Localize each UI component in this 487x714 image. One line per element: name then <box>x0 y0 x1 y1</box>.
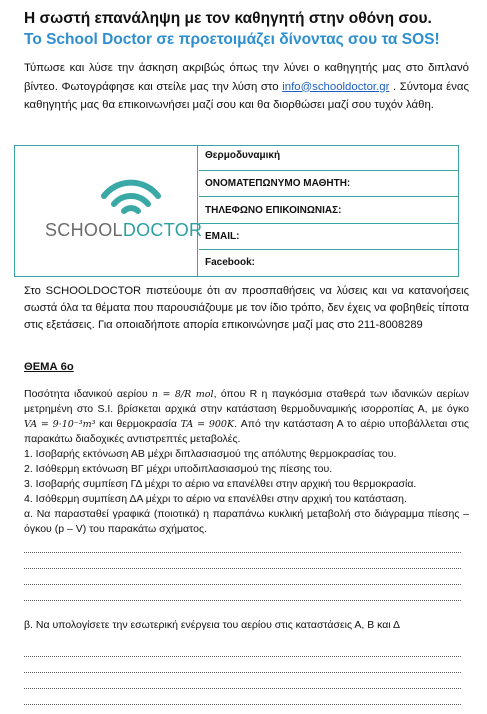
answer-line[interactable] <box>24 573 461 585</box>
question-b: β. Να υπολογίσετε την εσωτερική ενέργεια του αερίου στις καταστάσεις Α, Β και Δ <box>24 619 401 631</box>
intro-text-2: . Σύντομα ένας καθηγητής μας θα επικοινωνήσει μαζί σου και θα διορθώσει μαζί σου τυχόν λάθη. <box>24 80 469 111</box>
answer-line[interactable] <box>24 677 461 689</box>
email-link[interactable]: info@schooldoctor.gr <box>282 80 390 93</box>
answer-line[interactable] <box>24 693 461 705</box>
answer-line[interactable] <box>24 557 461 569</box>
subject-field: Θερμοδυναμική <box>199 146 458 171</box>
wifi-logo-icon <box>98 174 164 218</box>
answer-line[interactable] <box>24 541 461 553</box>
volume-expression: VA = 9·10⁻³m³ <box>24 419 96 430</box>
step-1: 1. Ισοβαρής εκτόνωση ΑΒ μέχρι διπλασιασμού της απόλυτης θερμοκρασίας του. <box>24 448 397 460</box>
temperature-expression: TA = 900K <box>180 419 235 430</box>
logo-cell <box>15 146 203 276</box>
step-4: 4. Ισόθερμη συμπίεση ΔΑ μέχρι το αέριο να επανέλθει στην αρχική του κατάσταση. <box>24 493 407 505</box>
intro-paragraph <box>24 59 469 115</box>
step-3: 3. Ισοβαρής συμπίεση ΓΔ μέχρι το αέριο να επανέλθει στην αρχική του θερμοκρασία. <box>24 478 417 490</box>
info-paragraph: Στο SCHOOLDOCTOR πιστεύουμε ότι αν προσπαθήσεις να λύσεις και να κατανοήσεις σωστά όλα τα θέματα που παρουσιάζουμε με τον ίδιο τρόπο, δεν έχεις να φοβηθείς τίποτα στις εξετάσεις. Για οποιαδήποτε απορία επικοινώνησε μαζί μας στο 211-8008289 <box>24 285 469 331</box>
n-expression: n = 8/R mol <box>151 389 214 400</box>
page-title: Η σωστή επανάληψη με τον καθηγητή στην οθόνη σου. <box>24 10 432 27</box>
email-field[interactable]: EMAIL: <box>199 224 458 250</box>
answer-line[interactable] <box>24 589 461 601</box>
student-name-field[interactable]: ΟΝΟΜΑΤΕΠΩΝΥΜΟ ΜΑΘΗΤΗ: <box>199 171 458 197</box>
facebook-field[interactable]: Facebook: <box>205 257 256 268</box>
answer-line[interactable] <box>24 645 461 657</box>
intro-text-1: Τύπωσε και λύσε την άσκηση ακριβώς όπως την λύνει ο καθηγητής μας στο διπλανό βίντεο. Φωτογράφησε και στείλε μας την λύση στο <box>24 62 469 93</box>
question-a: α. Να παρασταθεί γραφικά (ποιοτικά) η παραπάνω κυκλική μεταβολή στο διάγραμμα πίεσης – όγκου (p – V) του παρακάτω σχήματος. <box>24 508 469 535</box>
step-2: 2. Ισόθερμη εκτόνωση ΒΓ μέχρι υποδιπλασιασμού της πίεσης του. <box>24 463 333 475</box>
schooldoctor-logo: SCHOOLDOCTOR <box>45 220 203 240</box>
page-subtitle: Το School Doctor σε προετοιμάζει δίνοντας σου τα SOS! <box>24 31 440 48</box>
problem-statement <box>24 387 469 537</box>
student-info-card <box>14 145 459 277</box>
problem-intro: Ποσότητα ιδανικού αερίου n = 8/R mol, όπου R η παγκόσμια σταθερά των ιδανικών αερίων μετρημένη στο S.I. βρίσκεται αρχικά στην κατάσταση θερμοδυναμικής ισορροπίας Α, με όγκο VA = 9·10⁻³m³ και θερμοκρασία TA = 900K. Από την κατάσταση Α το αέριο υποβάλλεται στις παρακάτω διαδοχικές αντιστρεπτές μεταβολές. <box>24 388 469 445</box>
theme-heading: ΘΕΜΑ 6ο <box>24 361 74 373</box>
phone-field[interactable]: ΤΗΛΕΦΩΝΟ ΕΠΙΚΟΙΝΩΝΙΑΣ: <box>199 197 458 224</box>
answer-line[interactable] <box>24 661 461 673</box>
